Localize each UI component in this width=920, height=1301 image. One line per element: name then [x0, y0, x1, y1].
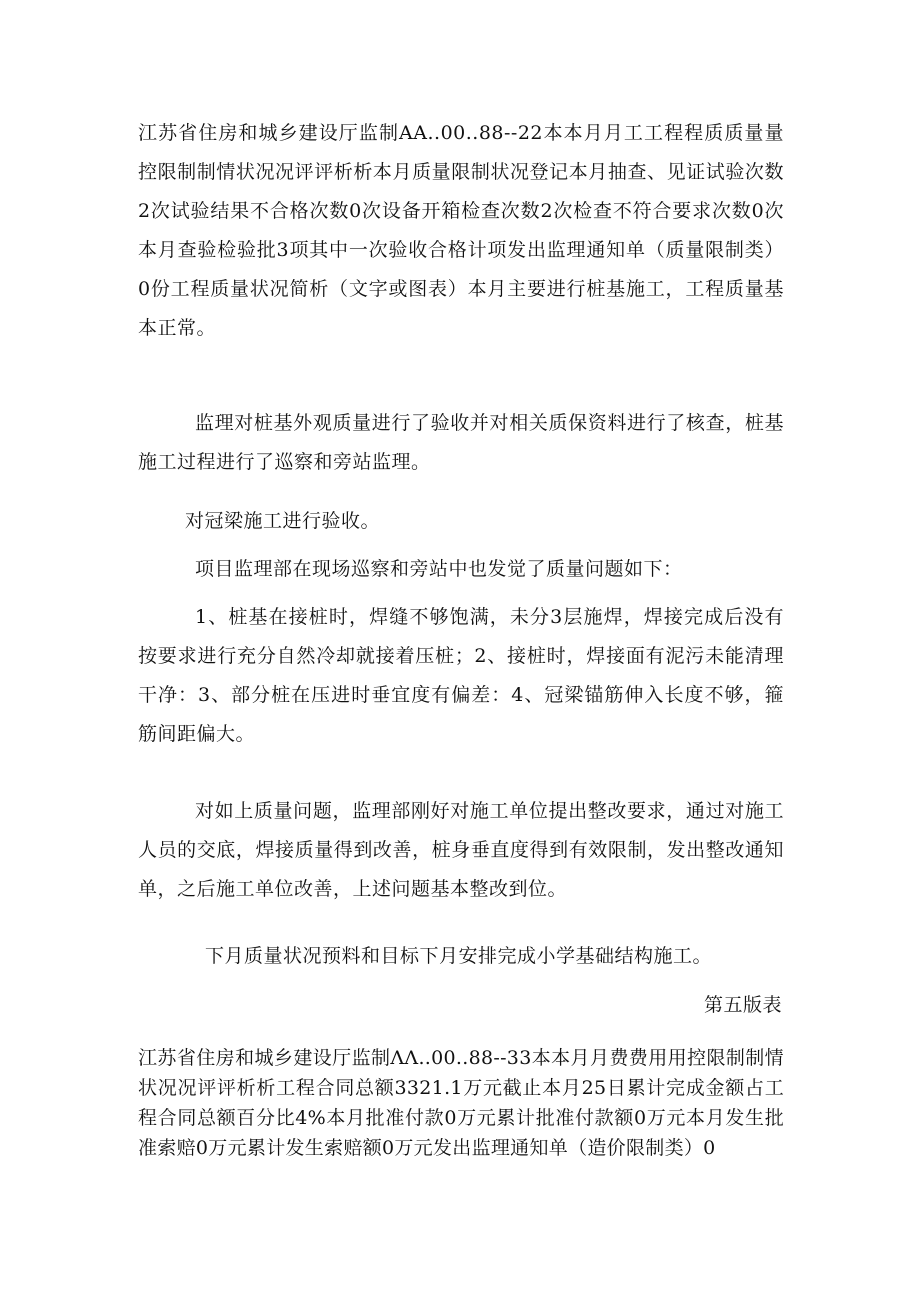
problems-list-paragraph: 1、桩基在接桩时，焊缝不够饱满，未分3层施焊，焊接完成后没有按要求进行充分自然冷却就接着压桩；2、接桩时，焊接面有泥污未能清理干净：3、部分桩在压进时垂宜度有偏差：4、冠梁锚筋伸入长度不够，箍筋间距偏大。: [138, 606, 784, 745]
problems-intro-paragraph: 项目监理部在现场巡察和旁站中也发觉了质量问题如下：: [195, 558, 683, 580]
rectification-paragraph: 对如上质量问题，监理部刚好对施工单位提出整改要求，通过对施工人员的交底，焊接质量得到改善，桩身垂直度得到有效限制，发出整改通知单，之后施工单位改善，上述问题基本整改到位。: [138, 800, 784, 900]
pile-inspection-paragraph: 监理对桩基外观质量进行了验收并对相关质保资料进行了核查，桩基施工过程进行了巡察和旁站监理。: [138, 412, 784, 473]
cost-control-paragraph: 江苏省住房和城乡建设厅监制ΛΛ..00..88--33本本月月费费用用控限制制情状况况评评析析工程合同总额3321.1万元截止本月25日累计完成金额占工程合同总额百分比4%本月批准付款0万元累计批准付款额0万元本月发生批准索赔0万元累计发生索赔额0万元发出监理通知单（造价限制类）0: [138, 1047, 784, 1159]
crown-beam-paragraph: 对冠梁施工进行验收。: [185, 510, 381, 532]
next-month-paragraph: 下月质量状况预料和目标下月安排完成小学基础结构施工。: [205, 945, 713, 967]
section-label: 第五版表: [703, 994, 782, 1016]
quality-control-paragraph: 江苏省住房和城乡建设厅监制AA..00..88--22本本月月工工程程质质量量控限制制情状况况评评析析本月质量限制状况登记本月抽查、见证试验次数2次试验结果不合格次数0次设备开箱检查次数2次检查不符合要求次数0次本月查验检验批3项其中一次验收合格计项发出监理通知单（质量限制类）0份工程质量状况简析（文字或图表）本月主要进行桩基施工，工程质量基本正常。: [138, 122, 784, 339]
